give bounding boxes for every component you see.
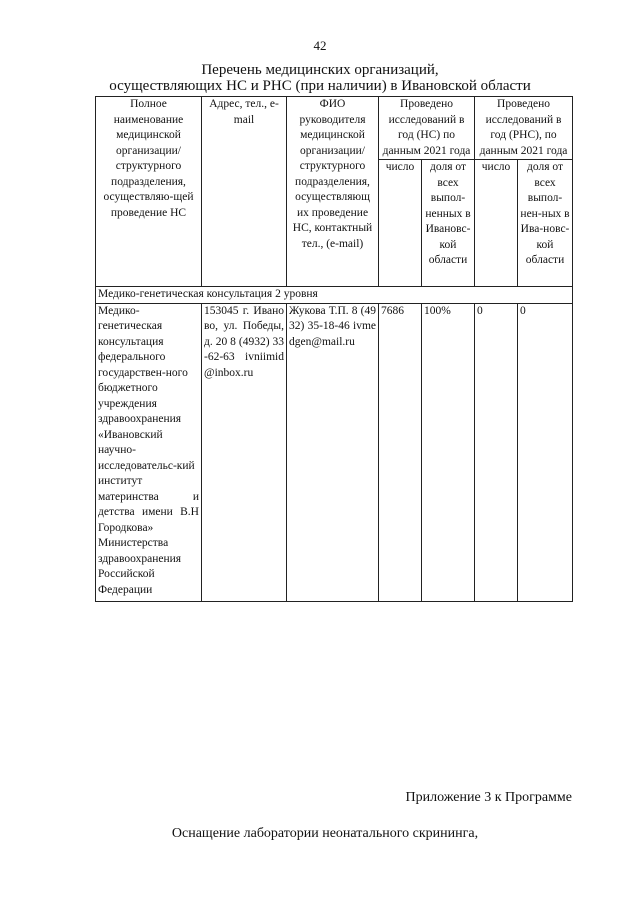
table-header-row xyxy=(96,97,573,160)
section-title: Медико-генетическая консультация 2 уровня xyxy=(96,287,573,304)
header-ns-group: Проведено исследований в год (НС) по данным 2021 года xyxy=(379,97,475,160)
header-ns-count: число xyxy=(379,160,422,287)
equipment-title: Оснащение лаборатории неонатального скрининга, xyxy=(171,826,479,841)
cell-head: Жукова Т.П. 8 (4932) 35-18-46 ivmedgen@mail.ru xyxy=(287,303,379,601)
table-row xyxy=(96,303,573,601)
cell-address: 153045 г. Иваново, ул. Победы, д. 20 8 (4932) 33-62-63 ivniimid@inbox.ru xyxy=(202,303,287,601)
header-rns-share: доля от всех выпол-нен-ных в Ива-новс-кой области xyxy=(518,160,573,287)
section-row xyxy=(96,287,573,304)
document-title xyxy=(0,62,640,94)
header-ns-share: доля от всех выпол-ненных в Ивановс-кой области xyxy=(422,160,475,287)
title-line-1: Перечень медицинских организаций, xyxy=(201,62,439,78)
header-rns-group: Проведено исследований в год (РНС), по данным 2021 года xyxy=(475,97,573,160)
title-line-2: осуществляющих НС и РНС (при наличии) в Ивановской области xyxy=(109,78,531,94)
cell-rns-count: 0 xyxy=(475,303,518,601)
header-rns-count: число xyxy=(475,160,518,287)
cell-rns-share: 0 xyxy=(518,303,573,601)
header-head: ФИО руководителя медицинской организации/ структурного подразделения, осуществляющ их проведение НС, контактный тел., (e-mail) xyxy=(287,97,379,287)
organizations-table xyxy=(95,96,573,602)
header-address: Адрес, тел., e-mail xyxy=(202,97,287,287)
header-org-name: Полное наименование медицинской организации/ структурного подразделения, осуществляю-щей проведение НС xyxy=(96,97,202,287)
cell-ns-count: 7686 xyxy=(379,303,422,601)
appendix-label: Приложение 3 к Программе xyxy=(405,790,572,805)
cell-org-name: Медико-генетическая консультация федерального государствен-ного бюджетного учреждения здравоохранения «Ивановский научно-исследовательс-кий институт материнства и детства имени В.Н Городкова» Министерства здравоохранения Российской Федерации xyxy=(96,303,202,601)
page-number: 42 xyxy=(313,38,327,53)
cell-ns-share: 100% xyxy=(422,303,475,601)
